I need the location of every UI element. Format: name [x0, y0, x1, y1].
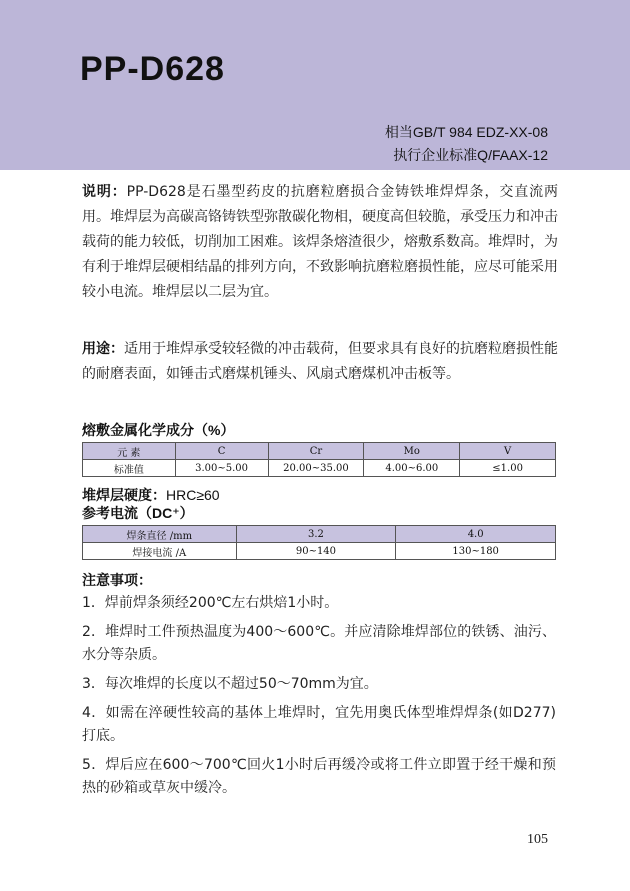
notes-list [82, 592, 556, 806]
current-title: 参考电流（DC⁺） [82, 505, 194, 521]
table-cell: Cr [268, 443, 364, 460]
description-text: PP-D628是石墨型药皮的抗磨粒磨损合金铸铁堆焊焊条，交直流两用。堆焊层为高碳高铬铸铁型弥散碳化物相，硬度高但较脆，承受压力和冲击载荷的能力较低，切削加工困难。该焊条熔渣很少，熔敷系数高。堆焊时，为有利于堆焊层硬相结晶的排列方向，不致影响抗磨粒磨损性能，应尽可能采用较小电流。堆焊层以二层为宜。 [82, 184, 558, 300]
table-cell: 焊接电流 /A [83, 543, 237, 560]
hardness-value: HRC≥60 [166, 487, 220, 503]
composition-title: 熔敷金属化学成分（%） [82, 422, 235, 438]
page-title: PP-D628 [80, 50, 225, 88]
table-cell: C [175, 443, 268, 460]
table-cell: V [460, 443, 556, 460]
hardness-label: 堆焊层硬度： [82, 487, 166, 503]
list-item: 5．焊后应在600～700℃回火1小时后再缓冷或将工件立即置于经干燥和预热的砂箱或草灰中缓冷。 [82, 757, 556, 796]
composition-table [82, 442, 556, 477]
composition-header-row [83, 443, 556, 460]
table-cell: 130~180 [396, 543, 556, 560]
current-table [82, 525, 556, 560]
list-item: 4．如需在淬硬性较高的基体上堆焊时，宜先用奥氏体型堆焊焊条(如D277)打底。 [82, 705, 556, 744]
enterprise-standard: 执行企业标准Q/FAAX-12 [393, 147, 548, 163]
page-number: 105 [527, 832, 548, 847]
list-item: 3．每次堆焊的长度以不超过50～70mm为宜。 [82, 676, 378, 692]
table-cell: 元 素 [83, 443, 176, 460]
current-value-row [83, 543, 556, 560]
table-cell: 4.0 [396, 526, 556, 543]
table-cell: 3.2 [236, 526, 396, 543]
current-header-row [83, 526, 556, 543]
table-cell: 20.00~35.00 [268, 460, 364, 477]
description-label: 说明： [82, 184, 127, 200]
usage-paragraph [82, 337, 558, 387]
notes-title: 注意事项： [82, 573, 152, 589]
header-band [0, 0, 630, 170]
table-cell: Mo [364, 443, 460, 460]
description-paragraph [82, 180, 558, 305]
hardness-line [82, 485, 220, 505]
table-cell: 焊条直径 /mm [83, 526, 237, 543]
table-cell: ≤1.00 [460, 460, 556, 477]
standard-equivalent: 相当GB/T 984 EDZ-XX-08 [384, 124, 548, 140]
table-cell: 3.00~5.00 [175, 460, 268, 477]
list-item: 1．焊前焊条须经200℃左右烘焙1小时。 [82, 595, 339, 611]
usage-label: 用途： [82, 341, 124, 357]
table-cell: 4.00~6.00 [364, 460, 460, 477]
usage-text: 适用于堆焊承受较轻微的冲击载荷，但要求具有良好的抗磨粒磨损性能的耐磨表面，如锤击式磨煤机锤头、风扇式磨煤机冲击板等。 [82, 341, 558, 382]
list-item: 2．堆焊时工件预热温度为400～600℃。并应清除堆焊部位的铁锈、油污、水分等杂质。 [82, 624, 556, 663]
composition-value-row [83, 460, 556, 477]
table-cell: 标准值 [83, 460, 176, 477]
table-cell: 90~140 [236, 543, 396, 560]
